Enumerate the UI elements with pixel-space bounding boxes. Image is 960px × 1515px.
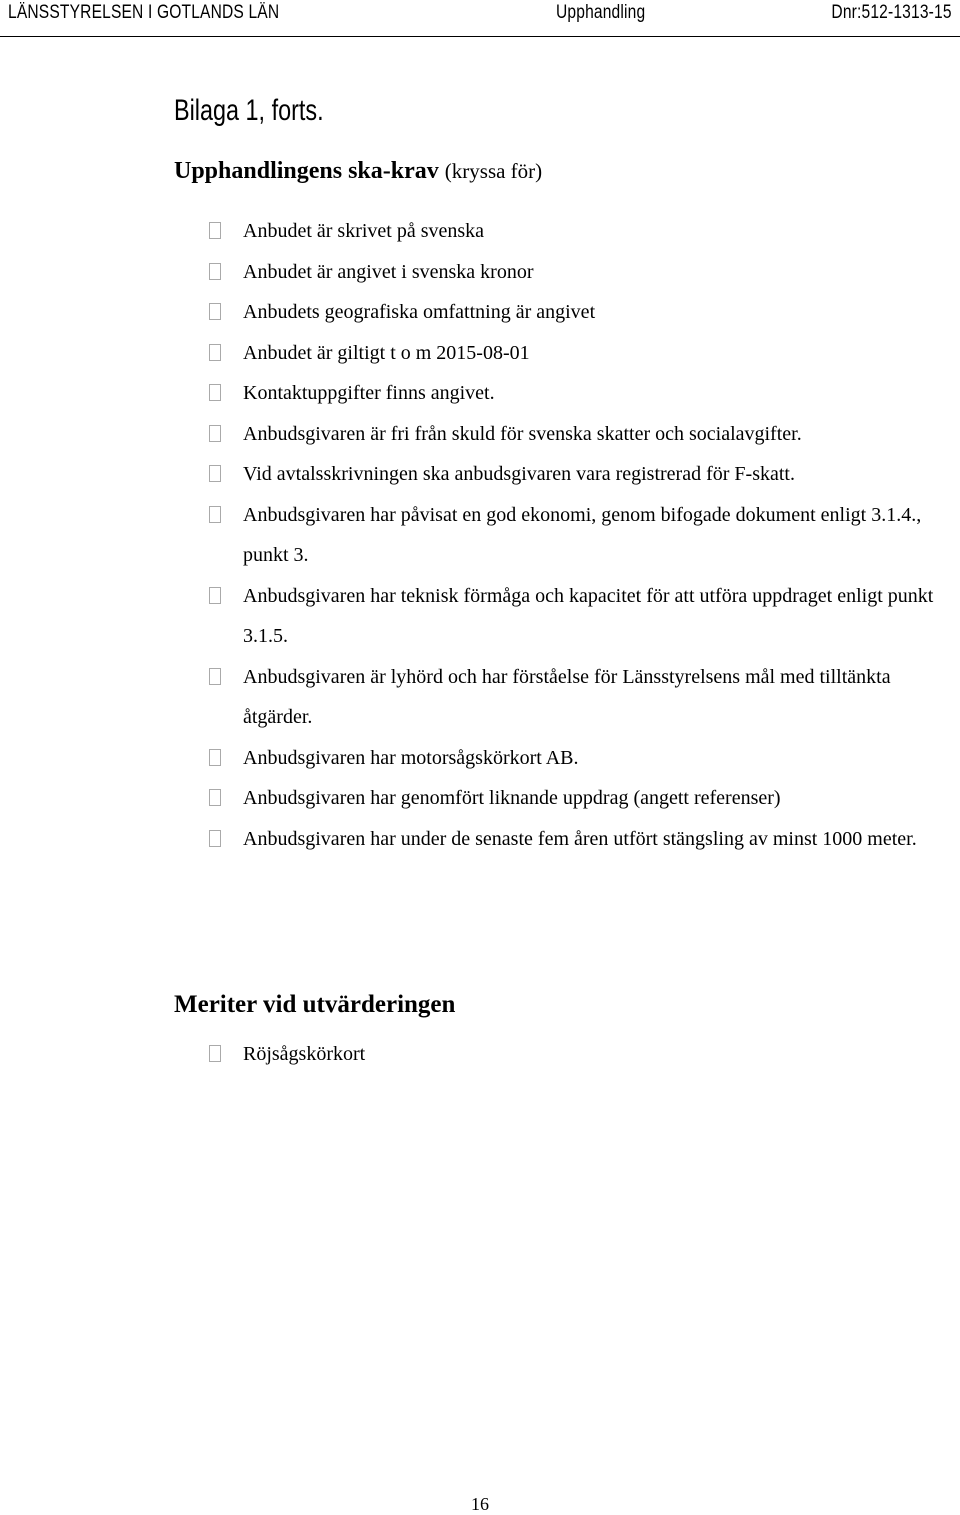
checklist-item-label: Anbudsgivaren har under de senaste fem åren utfört stängsling av minst 1000 meter.: [243, 827, 917, 850]
requirements-title-text: Upphandlingens ska-krav: [174, 158, 439, 184]
checklist-item-label: Anbudsgivaren har genomfört liknande uppdrag (angett referenser): [243, 787, 781, 809]
checkbox[interactable]: [209, 222, 221, 239]
checklist-item: [208, 333, 938, 374]
checklist-item-label: Anbudsgivaren är lyhörd och har förståelse för Länsstyrelsens mål med tilltänkta åtgärder.: [243, 665, 891, 728]
checkbox[interactable]: [209, 749, 221, 766]
header-reference-number: Dnr:512-1313-15: [831, 2, 952, 23]
checklist-item-label: Anbudsgivaren har motorsågskörkort AB.: [243, 746, 579, 769]
checklist-item: [208, 738, 938, 779]
checkbox[interactable]: [209, 465, 221, 482]
checklist-item: [208, 292, 938, 333]
checkbox[interactable]: [209, 506, 221, 523]
checkbox[interactable]: [209, 830, 221, 847]
checklist-item-label: Anbudsgivaren har teknisk förmåga och kapacitet för att utföra uppdraget enligt punkt 3.1.5.: [243, 584, 934, 647]
checklist-item-label: Anbudets geografiska omfattning är angivet: [243, 301, 596, 323]
requirements-checklist: [208, 211, 938, 859]
page-number: 16: [471, 1494, 489, 1514]
checkbox[interactable]: [209, 587, 221, 604]
checklist-item: [208, 373, 938, 414]
checklist-item-label: Vid avtalsskrivningen ska anbudsgivaren vara registrerad för F-skatt.: [243, 463, 795, 485]
checklist-item: [208, 495, 938, 576]
page-header: [0, 0, 960, 37]
checklist-item: [208, 414, 938, 455]
checkbox[interactable]: [209, 425, 221, 442]
checkbox[interactable]: [209, 303, 221, 320]
checklist-item: [208, 211, 938, 252]
checkbox[interactable]: [209, 668, 221, 685]
checklist-item-label: Anbudsgivaren är fri från skuld för svenska skatter och socialavgifter.: [243, 422, 802, 445]
checklist-item: [208, 576, 938, 657]
merits-checklist: [208, 1034, 938, 1075]
checklist-item: [208, 454, 938, 495]
header-subject: Upphandling: [556, 2, 646, 23]
requirements-title-note: (kryssa för): [444, 159, 543, 183]
checklist-item-label: Röjsågskörkort: [243, 1043, 366, 1065]
checklist-item: [208, 657, 938, 738]
checklist-item-label: Anbudet är giltigt t o m 2015-08-01: [243, 341, 530, 364]
checklist-item: [208, 252, 938, 293]
requirements-title: [174, 158, 542, 185]
checkbox[interactable]: [209, 384, 221, 401]
checklist-item-label: Anbudet är angivet i svenska kronor: [243, 260, 534, 283]
checklist-item: [208, 819, 938, 860]
checklist-item: [208, 1034, 938, 1075]
checkbox[interactable]: [209, 789, 221, 806]
checkbox[interactable]: [209, 344, 221, 361]
checklist-item-label: Kontaktuppgifter finns angivet.: [243, 382, 495, 404]
header-organization: LÄNSSTYRELSEN I GOTLANDS LÄN: [8, 2, 280, 23]
checkbox[interactable]: [209, 263, 221, 280]
merits-title: Meriter vid utvärderingen: [174, 991, 456, 1018]
checkbox[interactable]: [209, 1045, 221, 1062]
appendix-heading: Bilaga 1, forts.: [174, 94, 324, 127]
checklist-item: [208, 778, 938, 819]
checklist-item-label: Anbudsgivaren har påvisat en god ekonomi, genom bifogade dokument enligt 3.1.4., punkt 3.: [243, 503, 922, 566]
checklist-item-label: Anbudet är skrivet på svenska: [243, 220, 485, 242]
